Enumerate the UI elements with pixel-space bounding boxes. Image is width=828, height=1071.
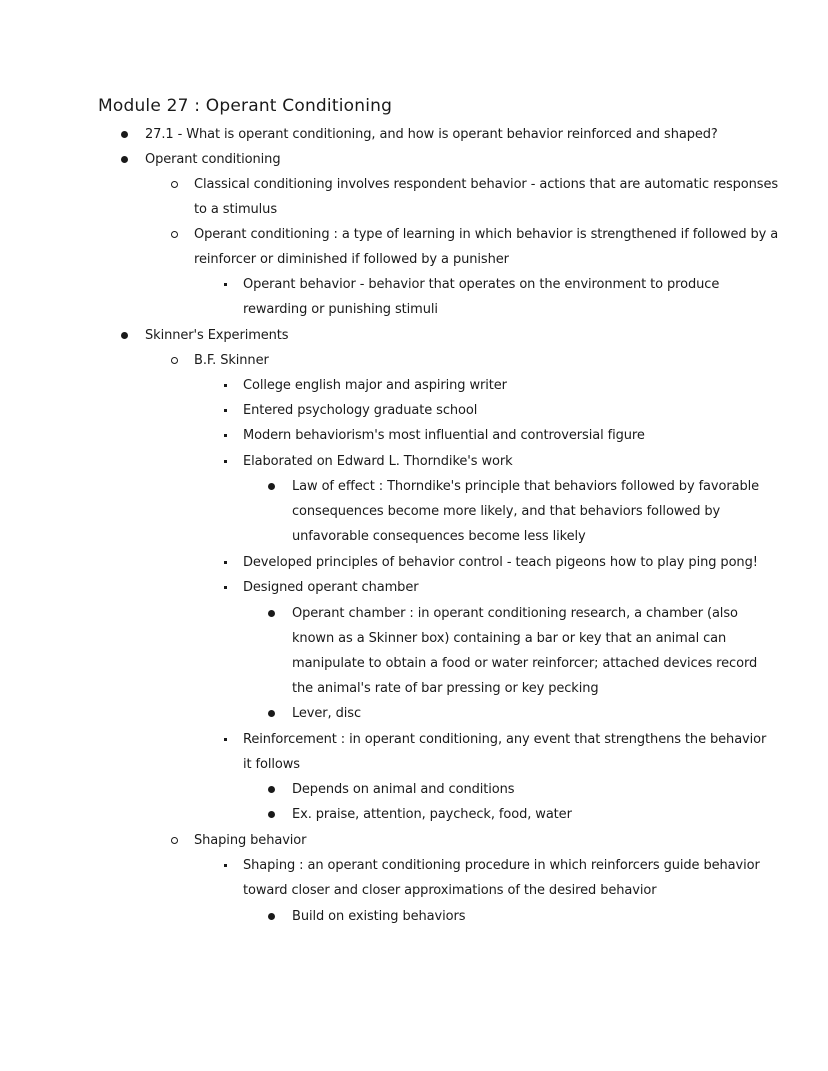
bullet-disc-icon (268, 811, 275, 818)
bullet-square-icon (224, 434, 227, 437)
outline-line: Modern behaviorism's most influential and controversial figure (243, 428, 645, 443)
bullet-disc-icon (268, 786, 275, 793)
bullet-circle-icon (171, 837, 178, 844)
outline-line: toward closer and closer approximations of the desired behavior (243, 883, 657, 898)
outline-line: 27.1 - What is operant conditioning, and how is operant behavior reinforced and shaped? (145, 127, 718, 142)
bullet-circle-icon (171, 357, 178, 364)
outline-line: Law of effect : Thorndike's principle that behaviors followed by favorable (292, 479, 760, 494)
outline-line: Depends on animal and conditions (292, 782, 515, 797)
bullet-square-icon (224, 864, 227, 867)
outline-line: manipulate to obtain a food or water reinforcer; attached devices record (292, 656, 758, 671)
bullet-square-icon (224, 561, 227, 564)
outline-line: College english major and aspiring writer (243, 378, 507, 393)
bullet-disc-icon (121, 131, 128, 138)
bullet-disc-icon (121, 332, 128, 339)
outline-line: Elaborated on Edward L. Thorndike's work (243, 454, 513, 469)
outline-line: to a stimulus (194, 202, 277, 217)
outline-line: known as a Skinner box) containing a bar or key that an animal can (292, 631, 727, 646)
bullet-disc-icon (268, 710, 275, 717)
outline-line: rewarding or punishing stimuli (243, 302, 438, 317)
outline-line: Shaping : an operant conditioning procedure in which reinforcers guide behavior (243, 858, 760, 873)
outline-line: Shaping behavior (194, 833, 307, 848)
bullet-square-icon (224, 586, 227, 589)
outline-line: Operant conditioning (145, 152, 281, 167)
bullet-square-icon (224, 409, 227, 412)
outline-line: Operant chamber : in operant conditioning research, a chamber (also (292, 606, 738, 621)
bullet-circle-icon (171, 231, 178, 238)
outline-line: the animal's rate of bar pressing or key pecking (292, 681, 599, 696)
outline-line: it follows (243, 757, 300, 772)
outline-line: Developed principles of behavior control - teach pigeons how to play ping pong! (243, 555, 758, 570)
outline-line: Operant conditioning : a type of learning in which behavior is strengthened if followed by a (194, 227, 779, 242)
outline-line: consequences become more likely, and that behaviors followed by (292, 504, 721, 519)
bullet-disc-icon (268, 913, 275, 920)
bullet-disc-icon (121, 156, 128, 163)
outline-line: Build on existing behaviors (292, 909, 466, 924)
outline-line: unfavorable consequences become less likely (292, 529, 586, 544)
bullet-disc-icon (268, 483, 275, 490)
page-title: Module 27 : Operant Conditioning (98, 96, 393, 116)
outline-line: Entered psychology graduate school (243, 403, 478, 418)
bullet-square-icon (224, 283, 227, 286)
outline-line: Lever, disc (292, 706, 361, 721)
bullet-square-icon (224, 738, 227, 741)
bullet-disc-icon (268, 610, 275, 617)
bullet-circle-icon (171, 181, 178, 188)
outline-line: Reinforcement : in operant conditioning, any event that strengthens the behavior (243, 732, 767, 747)
outline-line: Operant behavior - behavior that operates on the environment to produce (243, 277, 720, 292)
bullet-square-icon (224, 460, 227, 463)
outline-line: Classical conditioning involves respondent behavior - actions that are automatic responses (194, 177, 779, 192)
outline-line: Designed operant chamber (243, 580, 419, 595)
outline-line: Skinner's Experiments (145, 328, 289, 343)
outline-line: B.F. Skinner (194, 353, 269, 368)
bullet-square-icon (224, 384, 227, 387)
outline-line: Ex. praise, attention, paycheck, food, water (292, 807, 572, 822)
outline-line: reinforcer or diminished if followed by a punisher (194, 252, 509, 267)
